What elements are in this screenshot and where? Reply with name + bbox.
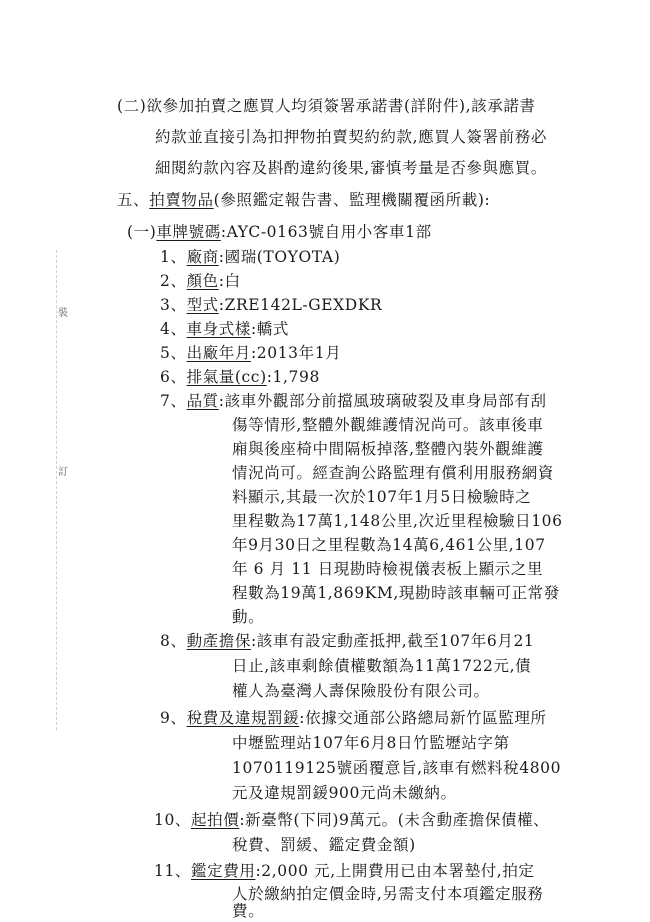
- item-5-value: :2013年1月: [250, 344, 342, 362]
- item-11-line-2: 人於繳納拍定價金時,另需支付本項鑑定服務: [232, 885, 544, 903]
- item-6: [160, 367, 320, 387]
- item-1-value: :國瑞(TOYOTA): [218, 248, 341, 266]
- item-7-num: 7、: [160, 392, 187, 410]
- item-7-line-9: 程數為19萬1,869KM,現勘時該車輛可正常發: [232, 584, 560, 602]
- section5-heading: [117, 190, 490, 210]
- item-11: [154, 861, 535, 881]
- item-11-line-3: 費。: [232, 902, 265, 920]
- section5-note: (參照鑑定報告書、監理機關覆函所載):: [213, 191, 491, 209]
- section5-title: 拍賣物品: [149, 191, 214, 209]
- item-7-line-5: 料顯示,其最一次於107年1月5日檢驗時之: [232, 488, 532, 506]
- item-4-label: 車身式樣: [186, 320, 251, 338]
- binding-mark-bottom: 訂: [58, 467, 68, 478]
- sub1-value: :AYC-0163號自用小客車1部: [220, 223, 432, 241]
- section5-num: 五、: [117, 191, 150, 209]
- sub1-plate: [127, 222, 432, 242]
- sub1-num: (一): [127, 223, 157, 241]
- item-11-label: 鑑定費用: [191, 862, 256, 880]
- item-5: [160, 343, 341, 363]
- item-6-value: :1,798: [266, 368, 320, 386]
- binding-mark-top: 裝: [58, 308, 68, 319]
- item-7-label: 品質: [186, 392, 219, 410]
- item-10-label: 起拍價: [191, 811, 240, 829]
- item-1: [160, 247, 340, 267]
- item-7-line-7: 年9月30日之里程數為14萬6,461公里,107: [232, 536, 546, 554]
- item-7-line-8: 年 6 月 11 日現勘時檢視儀表板上顯示之里: [232, 560, 544, 578]
- item-8-line-1: :該車有設定動產抵押,截至107年6月21: [250, 632, 535, 650]
- item-9: [160, 708, 547, 728]
- item-9-line-4: 元及違規罰鍰900元尚未繳納。: [232, 784, 457, 802]
- item-6-label: 排氣量(cc): [186, 368, 267, 386]
- item-10-num: 10、: [154, 811, 192, 829]
- item-1-label: 廠商: [186, 248, 219, 266]
- item-8: [160, 631, 534, 651]
- item-7-line-4: 情況尚可。經查詢公路監理有償利用服務網資: [232, 464, 555, 482]
- item-4-value: :轎式: [250, 320, 289, 338]
- item-1-num: 1、: [160, 248, 187, 266]
- item-7-line-3: 廂與後座椅中間隔板掉落,整體內裝外觀維護: [232, 440, 544, 458]
- item-5-label: 出廠年月: [186, 344, 251, 362]
- item-2-value: :白: [218, 272, 241, 290]
- item-2: [160, 271, 241, 291]
- item-8-label: 動產擔保: [186, 632, 251, 650]
- item-7-line-10: 動。: [232, 608, 265, 626]
- item-11-line-1: :2,000 元,上開費用已由本署墊付,拍定: [255, 862, 535, 880]
- section2-line-1: (二)欲參加拍賣之應買人均須簽署承諾書(詳附件),該承諾書: [117, 97, 536, 115]
- item-2-num: 2、: [160, 272, 187, 290]
- item-3-num: 3、: [160, 296, 187, 314]
- item-3: [160, 295, 382, 315]
- item-7-line-1: :該車外觀部分前擋風玻璃破裂及車身局部有刮: [218, 392, 547, 410]
- item-5-num: 5、: [160, 344, 187, 362]
- item-10-line-1: :新臺幣(下同)9萬元。(未含動產擔保債權、: [239, 811, 550, 829]
- item-4: [160, 319, 289, 339]
- item-8-num: 8、: [160, 632, 187, 650]
- item-2-label: 顏色: [186, 272, 219, 290]
- item-6-num: 6、: [160, 368, 187, 386]
- item-11-num: 11、: [154, 862, 192, 880]
- item-10: [154, 810, 549, 830]
- section2-line-2: 約款並直接引為扣押物拍賣契約約款,應買人簽署前務必: [155, 128, 547, 146]
- item-4-num: 4、: [160, 320, 187, 338]
- item-9-label: 稅費及違規罰鍰: [186, 709, 300, 727]
- binding-line: [56, 250, 57, 730]
- item-8-line-2: 日止,該車剩餘債權數額為11萬1722元,債: [232, 657, 532, 675]
- item-3-value: :ZRE142L-GEXDKR: [218, 296, 383, 314]
- item-9-line-1: :依據交通部公路總局新竹區監理所: [299, 709, 547, 727]
- item-8-line-3: 權人為臺灣人壽保險股份有限公司。: [232, 682, 490, 700]
- item-7-line-2: 傷等情形,整體外觀維護情況尚可。該車後車: [232, 416, 544, 434]
- item-7: [160, 391, 547, 411]
- sub1-label: 車牌號碼: [156, 223, 221, 241]
- item-9-line-2: 中壢監理站107年6月8日竹監壢站字第: [232, 734, 510, 752]
- section2-line-3: 細閱約款內容及斟酌違約後果,審慎考量是否參與應買。: [155, 159, 547, 177]
- item-7-line-6: 里程數為17萬1,148公里,次近里程檢驗日106: [232, 512, 563, 530]
- item-10-line-2: 稅費、罰緩、鑑定費金額): [232, 836, 416, 854]
- item-9-num: 9、: [160, 709, 187, 727]
- item-3-label: 型式: [186, 296, 219, 314]
- item-9-line-3: 1070119125號函覆意旨,該車有燃料稅4800: [232, 759, 562, 777]
